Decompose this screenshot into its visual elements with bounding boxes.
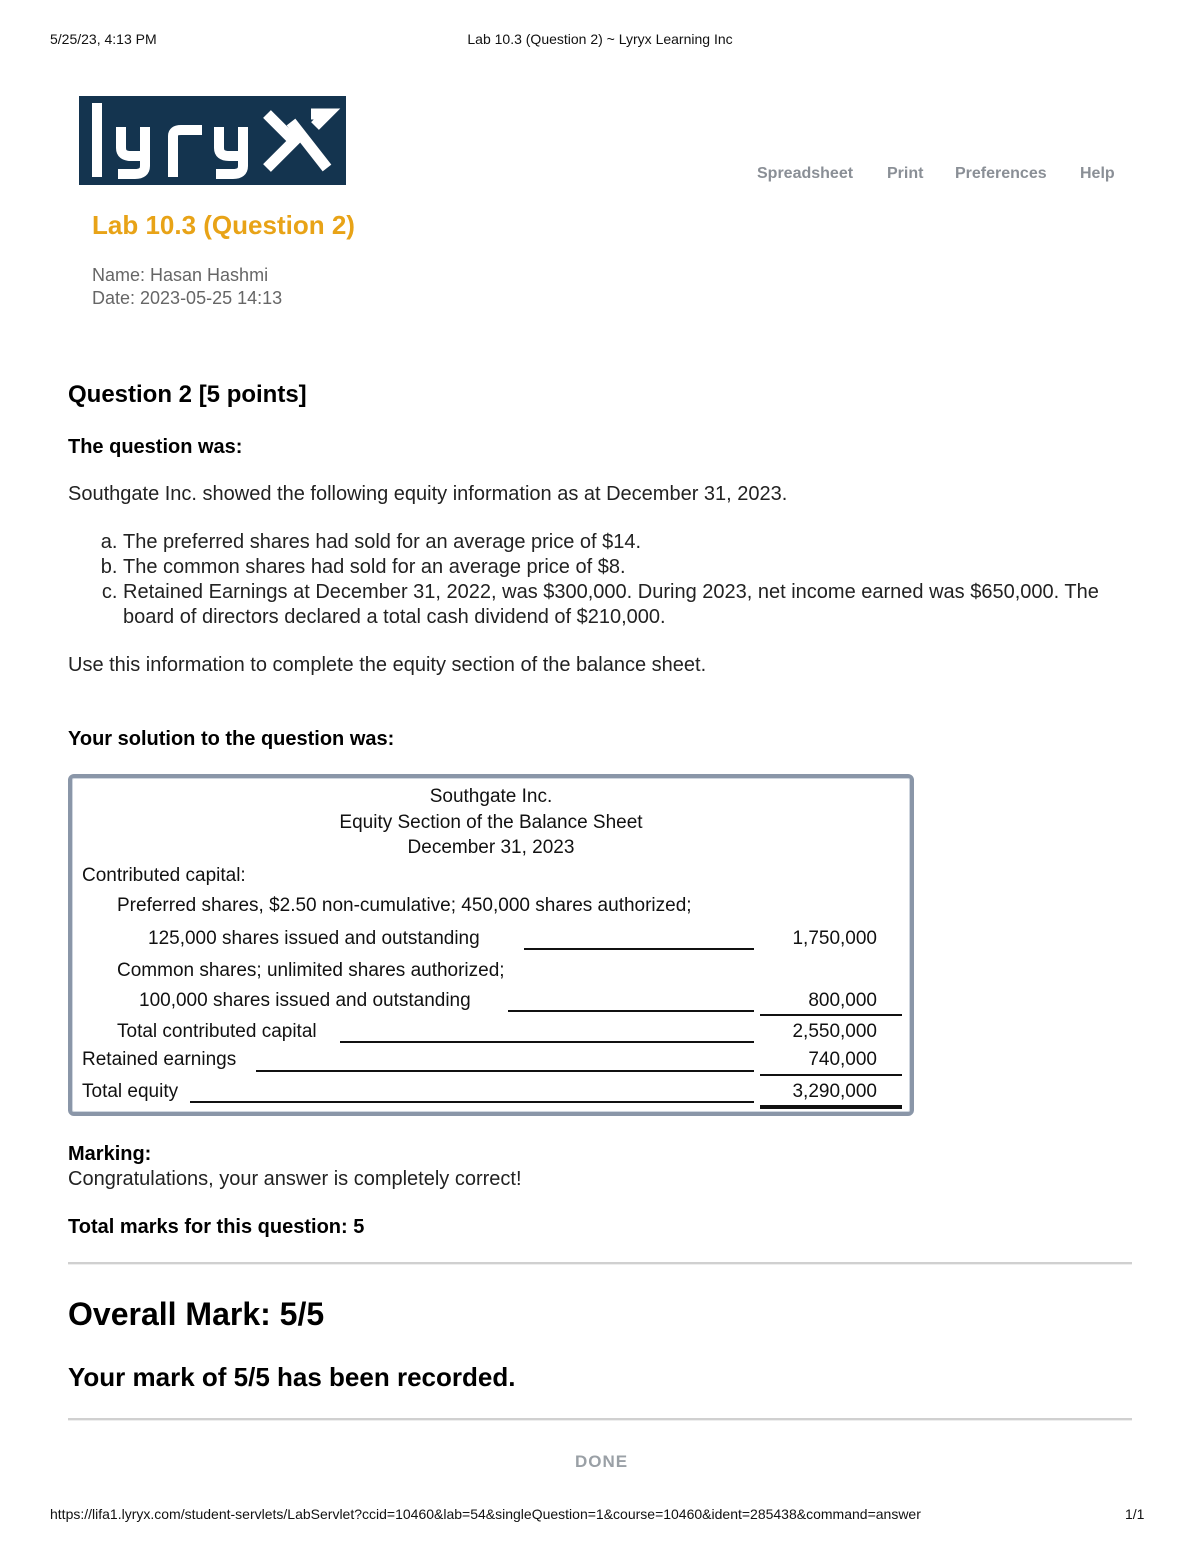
bs-common-amount[interactable]: 800,000 — [808, 990, 877, 1011]
question-heading: Question 2 [5 points] — [68, 381, 307, 408]
lyryx-logo-mark — [79, 96, 346, 185]
question-intro: Southgate Inc. showed the following equity information as at December 31, 2023. — [68, 483, 788, 505]
bs-title-company: Southgate Inc. — [429, 786, 553, 807]
bs-total-equity-label: Total equity — [82, 1081, 179, 1102]
bs-total-cc-amount[interactable]: 2,550,000 — [792, 1021, 877, 1042]
bs-preferred-amount[interactable]: 1,750,000 — [792, 928, 877, 949]
bs-leader-line — [256, 1070, 754, 1072]
divider — [68, 1418, 1132, 1420]
student-name: Name: Hasan Hashmi — [92, 265, 269, 285]
lyryx-logo — [79, 96, 346, 185]
nav-preferences[interactable]: Preferences — [955, 165, 1047, 182]
bs-double-underline — [760, 1105, 902, 1109]
bs-total-equity-amount[interactable]: 3,290,000 — [792, 1081, 877, 1102]
overall-mark: Overall Mark: 5/5 — [68, 1296, 325, 1332]
mark-recorded: Your mark of 5/5 has been recorded. — [68, 1362, 516, 1392]
bs-leader-line — [524, 948, 754, 950]
bs-retained-earnings-label: Retained earnings — [82, 1049, 237, 1070]
question-item-b: b. The common shares had sold for an average price of $8. — [123, 555, 1153, 580]
question-total-marks: Total marks for this question: 5 — [68, 1216, 365, 1238]
nav-help[interactable]: Help — [1080, 165, 1115, 182]
question-items — [68, 530, 1153, 630]
marking-message: Congratulations, your answer is completely correct! — [68, 1168, 522, 1190]
marking-label: Marking: — [68, 1143, 152, 1165]
bs-contributed-capital-label: Contributed capital: — [82, 865, 246, 886]
bs-preferred-line1: Preferred shares, $2.50 non-cumulative; 450,000 shares authorized; — [117, 895, 692, 916]
question-instruction: Use this information to complete the equity section of the balance sheet. — [68, 654, 707, 676]
nav-spreadsheet[interactable]: Spreadsheet — [757, 165, 854, 182]
bs-retained-earnings-amount[interactable]: 740,000 — [808, 1049, 877, 1070]
divider — [68, 1262, 1132, 1264]
print-footer-url: https://lifa1.lyryx.com/student-servlets/LabServlet?ccid=10460&lab=54&singleQuestion=1&course=10460&ident=285438&command=answer — [50, 1506, 921, 1522]
bs-total-underline — [760, 1074, 902, 1076]
balance-sheet-spreadsheet — [68, 774, 914, 1116]
solution-label: Your solution to the question was: — [68, 728, 395, 750]
question-item-c: c. Retained Earnings at December 31, 2022, was $300,000. During 2023, net income earned was $650,000. The board of directors declared a total cash dividend of $210,000. — [123, 580, 1153, 630]
bs-total-cc-label: Total contributed capital — [117, 1021, 317, 1042]
submission-date: Date: 2023-05-25 14:13 — [92, 288, 283, 308]
bs-common-line2: 100,000 shares issued and outstanding — [139, 990, 471, 1011]
bs-leader-line — [508, 1010, 754, 1012]
bs-preferred-line2: 125,000 shares issued and outstanding — [148, 928, 480, 949]
question-was-label: The question was: — [68, 436, 243, 458]
lab-title: Lab 10.3 (Question 2) — [92, 210, 355, 240]
print-datetime: 5/25/23, 4:13 PM — [50, 31, 157, 47]
print-page-title: Lab 10.3 (Question 2) ~ Lyryx Learning Inc — [467, 31, 733, 47]
bs-subtotal-underline — [760, 1014, 902, 1016]
done-button[interactable]: DONE — [575, 1452, 629, 1471]
bs-title-date: December 31, 2023 — [407, 837, 575, 858]
print-page-number: 1/1 — [1125, 1506, 1145, 1522]
bs-title-statement: Equity Section of the Balance Sheet — [339, 812, 643, 833]
bs-common-line1: Common shares; unlimited shares authorized; — [117, 960, 505, 981]
question-item-a: a. The preferred shares had sold for an average price of $14. — [123, 530, 1153, 555]
bs-leader-line — [340, 1041, 754, 1043]
bs-leader-line — [190, 1101, 754, 1103]
nav-print[interactable]: Print — [887, 165, 924, 182]
